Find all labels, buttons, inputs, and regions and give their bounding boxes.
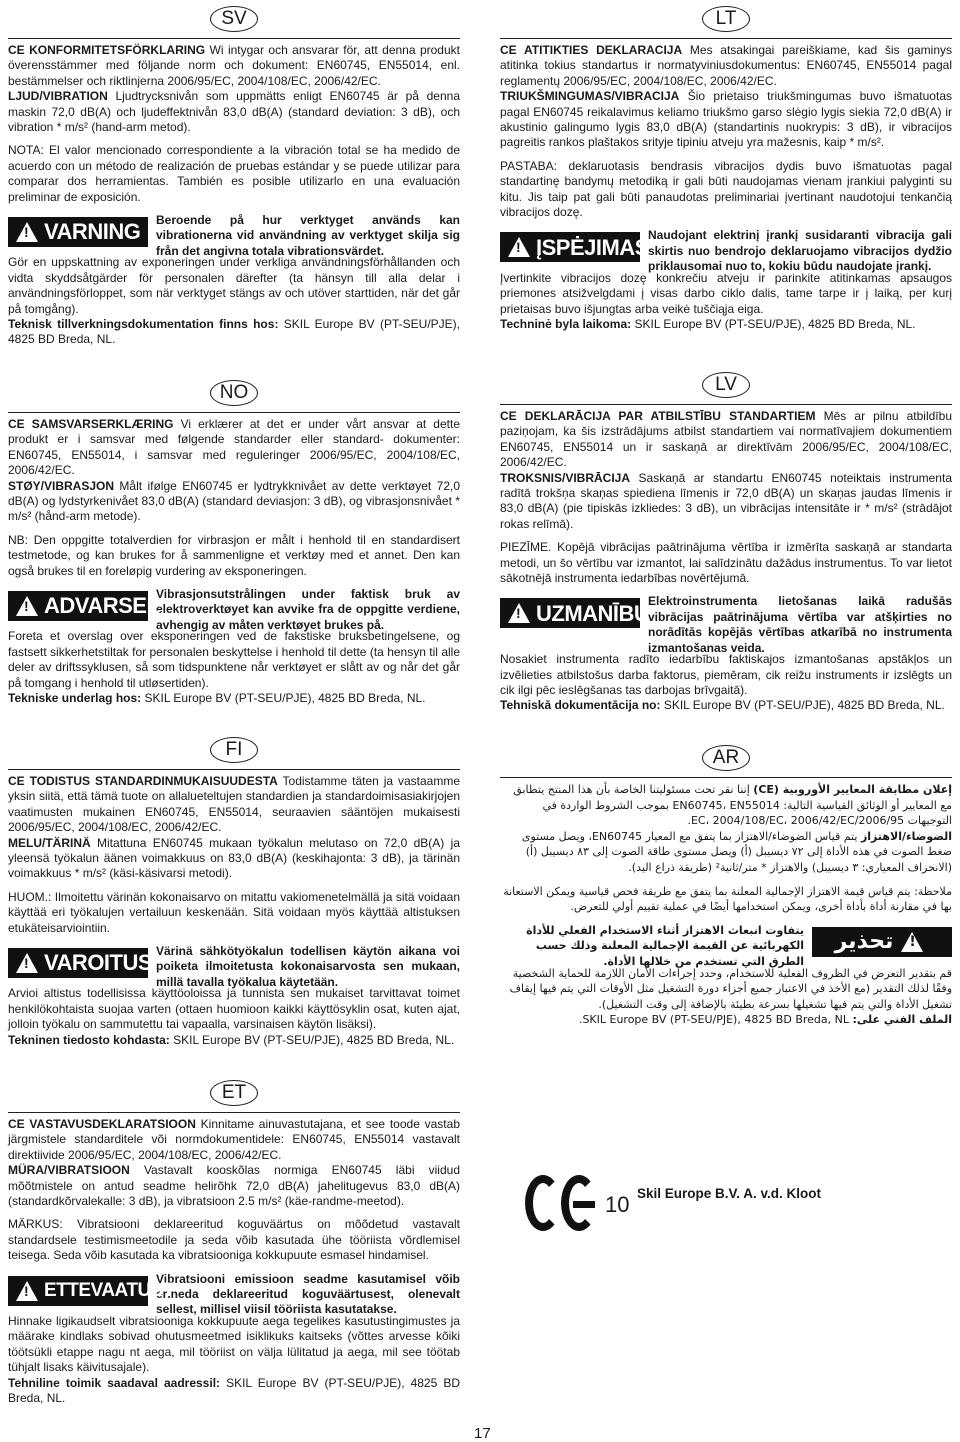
warning-block: ! VARNING Beroende på hur verktyget används kan vibrationerna vid användning av verktyget skilja sig från det angivna totala vibrationsvärdet. — [8, 213, 460, 259]
noise-vibration: LJUD/VIBRATION Ljudtrycksnivån som uppmätts enligt EN60745 är på denna maskin 72,0 dB(A) och ljudeffektnivån 83,0 dB(A) (standard deviation: 3 dB), och vibration * m/s² (hand-arm metod). — [8, 89, 460, 135]
ce-declaration: CE DEKLARĀCIJA PAR ATBILSTĪBU STANDARTIEM Mēs ar pilnu atbildību paziņojam, ka šis izstrādājums atbilst standartiem vai normatīvajiem dokumentiem EN60745, EN55014 un ir saskaņā ar direktīvām 2006/95/EC, 2004/108/EC, 2006/42/EC. — [500, 409, 952, 470]
divider — [8, 412, 460, 413]
page-number: 17 — [474, 1425, 491, 1442]
section-ar — [500, 745, 952, 1036]
divider — [8, 769, 460, 770]
note: NB: Den oppgitte totalverdien for virbrasjon er målt i henhold til en standardisert testmetode, og kan brukes for å sammenligne et verktøy med et annet. Den kan også brukes til en foreløpig vurdering av eksponeringen. — [8, 532, 460, 578]
notified-body-number: 10 — [605, 1192, 630, 1217]
warning-text: قم بتقدير التعرض في الظروف الفعلية للاستخدام، وحدد إجراءات الأمان اللازمة للحماية الشخصية وفقًا لذلك التقدير (مع الأخذ في الاعتبار جميع أجزاء دورة التشغيل مثل الأوقات التي يتم فيها إيقاف تشغيل الأداة والتي يتم فيها تشغيلها بسرعة بطيئة بالإضافة إلى وقت التشغيل). — [509, 966, 952, 1011]
noise-vibration: MÜRA/VIBRATSIOON Vastavalt kooskõlas normiga EN60745 läbi viidud mõõtmistele on antud seadme helirõhk 72,0 dB(A) jahelitugevus 83,0 dB(A) (standardkõrvalekalle: 3 dB), ja vibratsioon 2.5 m/s² (käe-randme-meetod). — [8, 1163, 460, 1209]
note: ملاحظة: يتم قياس قيمة الاهتزاز الإجمالية المعلنة بما يتفق مع طريقة فحص قياسية ويمكن الاستعانة بها في مقارنة أداة بأداة أخرى، ويمكن استخدامها أيضًا في عملية تقييم أولي للتعرض. — [503, 884, 952, 914]
warning-badge: ! ADVARSEL — [8, 591, 148, 621]
technical-file: Tekniske underlag hos: SKIL Europe BV (PT-SEU/PJE), 4825 BD Breda, NL. — [8, 690, 426, 705]
warning-triangle-icon — [508, 237, 530, 257]
warning-text: Arvioi altistus todellisissa käyttöoloissa ja tunnista sen mukaiset tarvittavat toimet henkilökohtaista suojaa varten (ottaen huomioon kaikki käyttösyklin osat, kuten ajat, jolloin työkalu on sammutettu tai vapaalla, varsinaisen käytön lisäksi). — [8, 986, 460, 1032]
warning-text: Foreta et overslag over eksponeringen ved de fakstiske bruksbetingelsene, og fastsett sikkerhetstiltak for personalen beskyttelse i henhold til dette (ta hensyn til alle deler av driftssyklusen, så som tidspunktene når verktøyet er slått av og når det går på tomgang i henhold til utløsertiden). — [8, 629, 460, 690]
section-fi — [8, 737, 460, 1056]
ce-declaration: إعلان مطابقة المعايير الأوروبية (CE) إننا نقر تحت مسئوليتنا الخاصة بأن هذا المنتج يتطابق مع المعايير أو الوثائق القياسية التالية: EN60745، EN55014 بموجب الشروط الواردة في التوجيهات 2006/95/EC، 2004/108/EC، 2006/42/EC. — [513, 783, 952, 828]
warning-text: Hinnake ligikaudselt vibratsiooniga kokkupuute aega tegelikes kasutustingimustes ja määrake kindlaks sobivad ohutusmeetmed isiklikuks kaitseks (võttes arvesse kõiki töötsükli etappe nagu nt aega, mil tööriist on välja lülitatud ja aega, mil see töötab tühjalt lisaks käivitusajale). — [8, 1313, 460, 1375]
noise-vibration: TRIUKŠMINGUMAS/VIBRACIJA Šio prietaiso triukšmingumas buvo išmatuotas pagal EN60745 reikalavimus keliamo triukšmo garso slėgio lygis siekia 72,0 dB(A) ir akustinio galingumo lygis 83,0 dB(A) (standartinis nuokrypis: 3 dB), ir vibracijos pagreitis rankos plaštakos srityje tipiniu atveju yra mažesnis, kaip * m/s². — [500, 89, 952, 150]
noise-vibration: الضوضاء/الاهتزاز يتم قياس الضوضاء/الاهتزاز بما يتفق مع المعيار EN60745، ويصل مستوى ضغط الصوت في هذه الأداة إلى ٧٢ ديسيبل (أ) ويصل مستوى طاقة الصوت إلى ٨٣ ديسيبل (أ) (الانحراف المعياري: ٣ ديسيبل) والاهتزاز * متر/ثانية² (طريقة ذراع اليد). — [521, 829, 952, 874]
warning-block: ! ĮSPĖJIMAS Naudojant elektrinį įrankį susidaranti vibracija gali skirtis nuo bendrojo deklaruojamo vibracijos dydžio priklausomai nuo to, kokiu būdu naudojate įrankį. — [500, 228, 952, 274]
warning-badge: ! تحذير — [812, 927, 952, 957]
ce-declaration: CE TODISTUS STANDARDINMUKAISUUDESTA Todistamme täten ja vastaamme yksin siitä, että tämä tuote on allalueteltujen standardien ja standardoimisasiakirjojen vaatimusten mukainen EN60745, EN55014, seuraavien sääntöjen mukaisesti 2006/95/EC, 2004/108/EC, 2006/42/EC. — [8, 774, 460, 835]
ce-declaration: CE KONFORMITETSFÖRKLARING Wi intygar och ansvarar för, att denna produkt överensstämmer med följande norm och dokument: EN60745, EN55014, enl. bestämmelser och riktlinjerna 2006/95/EC, 2004/108/EC, 2006/42/EC. — [8, 43, 460, 88]
language-tag: NO — [210, 380, 258, 406]
noise-vibration: MELU/TÄRINÄ Mitattuna EN60745 mukaan työkalun melutaso on 72,0 dB(A) ja yleensä työkalun äänen voimakkuus on 83,0 dB(A) (keskihajonta: 3 dB), ja tärinän voimakkuus * m/s² (käsi-käsivarsi metodi). — [8, 835, 460, 881]
divider — [500, 777, 952, 778]
ce-mark-icon — [525, 1175, 599, 1235]
warning-badge: ! VAROITUS — [8, 948, 148, 978]
warning-block: ! ETTEVAATUST Vibratsiooni emissioon seadme kasutamisel võib erineda deklareeritud koguväärtusest, olenevalt sellest, millisel viisil tööriista kasutatakse. — [8, 1272, 460, 1318]
noise-vibration: TROKSNIS/VIBRĀCIJA Saskaņā ar standartu EN60745 noteiktais instrumenta radītā trokšņa skaņas spiediena līmenis ir 72,0 dB(A) un skaņas jaudas līmenis ir 83,0 dB(A) (pie tipiskās izkliedes: 3 dB), un vibrācijas intensitāte ir * m/s² (strādājot rokas relīmā). — [500, 470, 952, 531]
language-tag: AR — [702, 745, 750, 771]
technical-file: Teknisk tillverkningsdokumentation finns hos: SKIL Europe BV (PT-SEU/PJE), 4825 BD Breda, NL. — [8, 316, 460, 347]
ce-declaration: CE SAMSVARSERKLÆRING Vi erklærer at det er under vårt ansvar at dette produkt er i samsvar med følgende standarder eller standard- dokumenter: EN60745, EN55014, i samsvar med reguleringer 2006/95/EC, 2004/108/EC, 2006/42/EC. — [8, 417, 460, 478]
warning-badge: ! ETTEVAATUST — [8, 1276, 148, 1306]
warning-block: ! UZMANĪBU Elektroinstrumenta lietošanas laikā radušās vibrācijas paātrinājuma vērtība var atšķirties no norādītās kopējās vērtības atkarībā no instrumenta izmantošanas veida. — [500, 594, 952, 656]
divider — [8, 38, 460, 39]
warning-triangle-icon — [16, 222, 38, 242]
warning-triangle-icon — [16, 953, 38, 973]
warning-triangle-icon — [901, 932, 923, 952]
note: HUOM.: Ilmoitettu värinän kokonaisarvo on mitattu vakiomenetelmällä ja sitä voidaan käyttää eri työkalujen vertailuun keskenään. Sitä voidaan myös käyttää altistuksen etukäteisarviointiin. — [8, 889, 460, 935]
language-tag: LT — [702, 6, 750, 32]
section-no — [8, 380, 460, 714]
note: MÄRKUS: Vibratsiooni deklareeritud koguväärtus on mõõdetud vastavalt standardsele testimismeetodile ja seda võib kasutada ühe tööriista võrdlemisel teisega. Seda võib kasutada ka vibratsiooniga kokkupuute esmasel hindamisel. — [8, 1217, 460, 1263]
language-tag: FI — [210, 737, 258, 763]
ce-declaration: CE ATITIKTIES DEKLARACIJA Mes atsakingai pareiškiame, kad šis gaminys atitinka tokius standartus ir normatyviniusdokumentus: EN60745, EN55014 pagal reglamentų 2006/95/EC, 2004/108/EC, 2006/42/EC. — [500, 43, 953, 88]
technical-file: الملف الفني على: SKIL Europe BV (PT-SEU/PJE), 4825 BD Breda, NL. — [578, 1013, 952, 1027]
warning-triangle-icon — [16, 596, 38, 616]
note: PASTABA: deklaruotasis bendrasis vibracijos dydis buvo išmatuotas pagal standartinę bandymų metodiką ir gali būti naudojamas vienam įrankiui palyginti su kitu. Jis taip pat gali būti panaudotas preliminariai įvertinant naudotojui tenkančią vibracijos dozę. — [500, 158, 952, 220]
warning-block: ! تحذير يتفاوت انبعاث الاهتزاز أثناء الاستخدام الفعلي للأداة الكهربائية عن القيمة الإجمالية المعلنة وذلك حسب الطرق التي تستخدم من خلالها الأداة. — [500, 923, 952, 970]
technical-file: Techninė byla laikoma: SKIL Europe BV (PT-SEU/PJE), 4825 BD Breda, NL. — [500, 316, 916, 331]
warning-text: Nosakiet instrumenta radīto iedarbību faktiskajos izmantošanas apstākļos un izvēlieties atbilstošus darba faktorus, piemēram, cik reižu instruments ir izslēgts un cik ilgi pēc ieslēgšanas tas darbojas brīvgaitā). — [500, 652, 952, 697]
note: PIEZĪME. Kopējā vibrācijas paātrinājuma vērtība ir izmērīta saskaņā ar standarta metodi, un šo vērtību var izmantot, lai salīdzinātu dažādus instrumentus. To var lietot sākotnējā instrumenta iedarbības novērtējumā. — [500, 540, 952, 586]
technical-file: Tekninen tiedosto kohdasta: SKIL Europe BV (PT-SEU/PJE), 4825 BD Breda, NL. — [8, 1032, 455, 1047]
warning-badge: ! UZMANĪBU — [500, 598, 640, 628]
warning-text: Įvertinkite vibracijos dozę konkrečiu atveju ir parinkite atitinkamas apsaugos priemones atsižvelgdami į visas darbo ciklo dalis, tame tarpe ir į laiką, per kurį prietaisas buvo išjungtas arba veikė tuščiąja eiga. — [500, 270, 952, 316]
noise-vibration: STØY/VIBRASJON Målt ifølge EN60745 er lydtrykknivået av dette verktøyet 72,0 dB(A) og lydstyrkenivået 83,0 dB(A) (standard deviasjon: 3 dB), og vibrasjonsnivået * m/s² (hånd-arm metode). — [8, 478, 460, 524]
technical-file: Tehniskā dokumentācija no: SKIL Europe BV (PT-SEU/PJE), 4825 BD Breda, NL. — [500, 698, 945, 713]
warning-badge: ! VARNING — [8, 217, 148, 247]
divider — [500, 404, 952, 405]
language-tag: ET — [210, 1080, 258, 1106]
divider — [8, 1112, 460, 1113]
warning-triangle-icon — [16, 1281, 38, 1301]
section-sv — [8, 6, 460, 356]
ce-mark-block — [525, 1175, 629, 1235]
note: NOTA: El valor mencionado correspondiente a la vibración total se ha medido de acuerdo con un método de realización de pruebas estándar y se puede utilizar para comparar dos herramientas. También es posible utilizarlo en una evaluación preliminar de exposición. — [8, 143, 460, 204]
section-lv — [500, 372, 952, 722]
ce-declaration: CE VASTAVUSDEKLARATSIOON Kinnitame ainuvastutajana, et see toode vastab järgmistele standarditele või normdokumentidele: EN60745, EN55014 vastavalt direktiivide 2006/95/EC, 2004/108/EC, 2006/42/EC. — [8, 1117, 460, 1162]
language-tag: LV — [702, 372, 750, 398]
signature: Skil Europe B.V. A. v.d. Kloot — [637, 1186, 822, 1201]
section-lt — [500, 6, 952, 340]
language-tag: SV — [210, 6, 258, 32]
divider — [500, 38, 952, 39]
warning-block: ! VAROITUS Värinä sähkötyökalun todellisen käytön aikana voi poiketa ilmoitetusta kokonaisarvosta sen mukaan, millä tavalla työkalua käytetään. — [8, 944, 460, 990]
warning-triangle-icon — [508, 603, 530, 623]
warning-badge: ! ĮSPĖJIMAS — [500, 232, 640, 262]
warning-text: Gör en uppskattning av exponeringen under verkliga användningsförhållanden och vidta skyddsåtgärder för personalen därefter (ta hänsyn till alla delar i användningsförloppet, som när verktyget stängs av och utöver starttiden, när det går på tomgång). — [8, 255, 460, 316]
warning-block: ! ADVARSEL Vibrasjonsutstrålingen under faktisk bruk av elektroverktøyet kan avvike fra de oppgitte verdiene, avhengig av måten verktøyet brukes på. — [8, 587, 460, 633]
technical-file: Tehniline toimik saadaval aadressil: SKIL Europe BV (PT-SEU/PJE), 4825 BD Breda, NL. — [8, 1375, 461, 1405]
section-et — [8, 1080, 460, 1414]
